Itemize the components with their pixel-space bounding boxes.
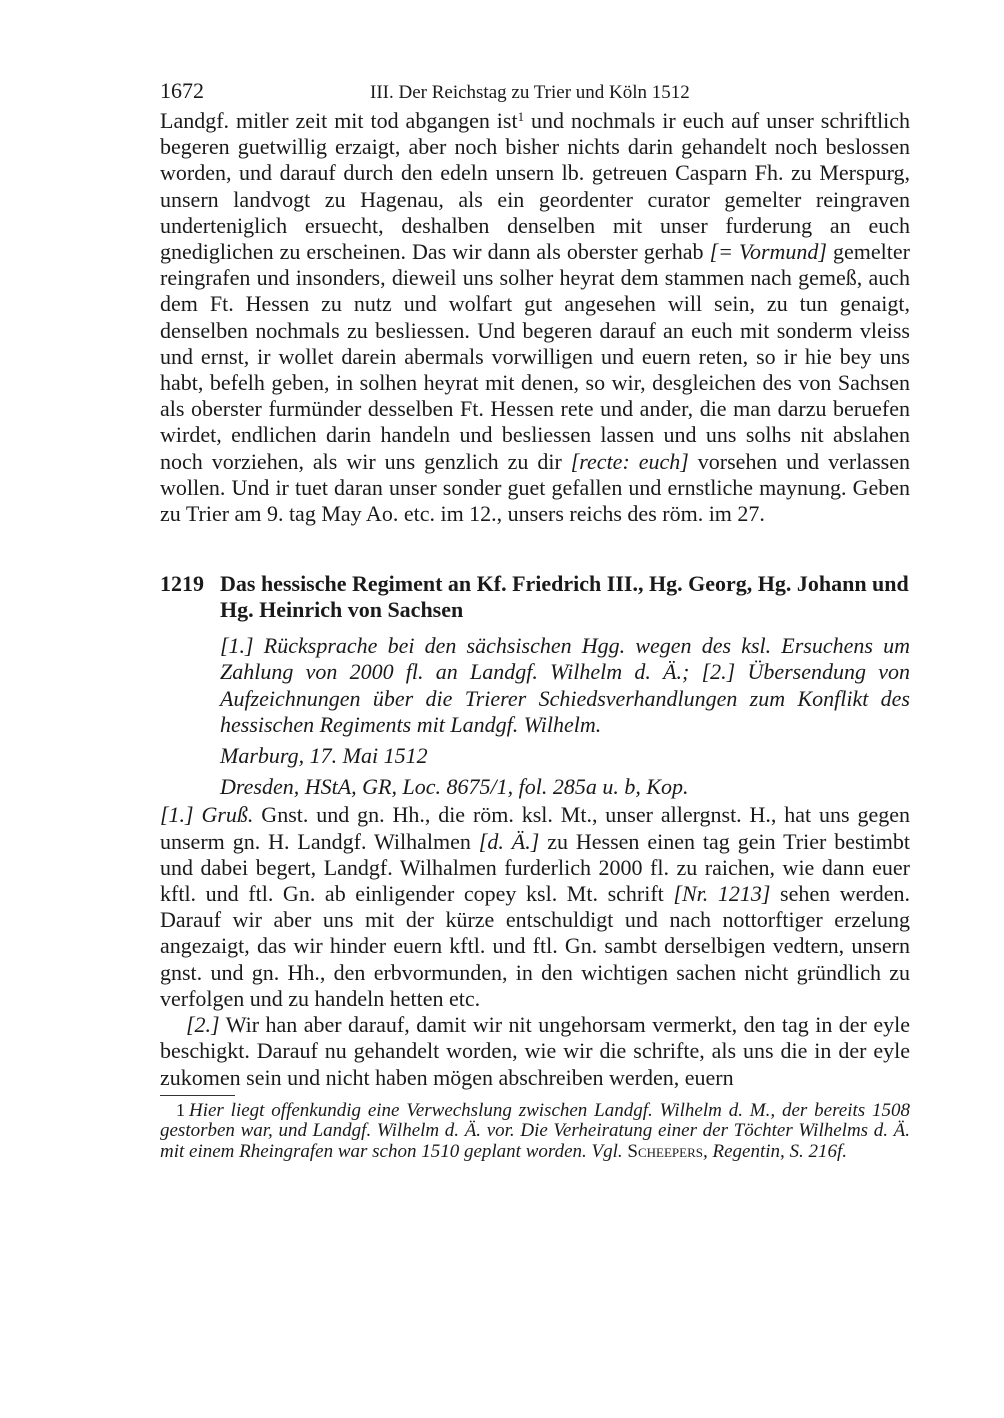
paragraph-2 (160, 1012, 910, 1091)
footnote-text: , Regentin, S. 216f. (702, 1140, 848, 1162)
section-spacer (160, 527, 910, 571)
running-title: III. Der Reichstag zu Trier und Köln 1512 (370, 82, 690, 103)
text-segment: und nochmals ir euch auf unser schriftlich begeren guetwillig erzaigt, aber noch bisher nichts darin gehandelt noch beslossen worden, und darauf durch den edeln unsern lb. getreuen Casparn Fh. zu Merspurg, unsern landvogt zu Hagenau, als ein geordenter curator gemelter reingraven underteniglich ersuecht, deshalben denselben mit unser furderung an euch gnediglichen zu erscheinen. Das wir dann als oberster gerhab (160, 108, 911, 265)
text-segment: sehen werden. Darauf wir aber uns mit der kürze entschuldigt und nach nottorftiger erzelung angezaigt, das wir hinder euern kftl. und ftl. Gn. sambt derselbigen vedtern, unsern gnst. und gn. Hh., den erbvormunden, in den wichtigen sachen nicht gründlich zu verfolgen und zu handeln hetten etc. (160, 881, 910, 1011)
paragraph-label: [1.] Gruß. (160, 802, 254, 828)
text-segment: zu Hessen einen tag gein Trier bestimbt und dabei begert, Landgf. Wilhalmen furderlich 2000 fl. zu raichen, wie dann euer kftl. und ftl. Gn. ab einligender copey ksl. Mt. schrift (160, 828, 910, 907)
footnote-text: Hier liegt offenkundig eine Verwechslung zwischen Landgf. Wilhelm d. M., der bereits 1508 gestorben war, und Landgf. Wilhelm d. Ä. vor. Die Verheiratung einer der Töchter Wilhelms d. Ä. mit einem Rheingrafen war schon 1510 geplant worden. Vgl. (160, 1099, 910, 1162)
paragraph-1 (160, 802, 910, 1012)
previous-document-text (160, 108, 910, 527)
cross-reference[interactable]: [Nr. 1213] (673, 881, 771, 907)
document-summary: [1.] Rücksprache bei den sächsischen Hgg. wegen des ksl. Ersuchens um Zahlung von 2000 fl. an Landgf. Wilhelm d. Ä.; [2.] Übersendung von Aufzeichnungen über die Trierer Schiedsverhandlungen zum Konflikt des hessischen Regiments mit Landgf. Wilhelm. (220, 633, 910, 737)
footnote-divider (160, 1095, 235, 1096)
text-segment: vorsehen und verlassen wollen. Und ir tuet daran unser sonder guet gefallen und ernstliche maynung. Geben zu Trier am 9. tag May Ao. etc. im 12., unsers reichs des röm. im 27. (160, 448, 910, 527)
document-title: Das hessische Regiment an Kf. Friedrich III., Hg. Georg, Hg. Johann und Hg. Heinrich von Sachsen (220, 571, 909, 623)
editorial-note: [d. Ä.] (478, 828, 540, 854)
text-segment: Wir han aber darauf, damit wir nit ungehorsam vermerkt, den tag in der eyle beschigkt. Darauf nu gehandelt worden, wie wir die schrifte, als uns die in der eyle zukomen sein und nicht haben mögen abschreiben werden, euern (160, 1012, 910, 1090)
text-segment: gemelter reingrafen und insonders, dieweil uns solher heyrat dem stammen nach gemeß, auch dem Ft. Hessen zu nutz und wolfart gut angesehen will sein, zu tun genaigt, denselben nochmals zu besliessen. Und begeren darauf an euch mit sonderm vleiss und ernst, ir wollet darein abermals vorwilligen und euern reten, so ir hie bey uns habt, befelh geben, in solhen heyrat mit denen, so wir, desgleichen des von Sachsen als oberster furmünder desselben Ft. Hessen rete und ander, die man darzu beruefen wirdet, endlichen darin handeln und besliessen lassen und uns solhs nit abslahen noch vorziehen, als wir uns genzlich zu dir (160, 239, 910, 474)
running-head (160, 78, 910, 108)
editorial-note: [recte: euch] (570, 448, 689, 474)
document-number: 1219 (160, 571, 204, 597)
page-number: 1672 (160, 78, 204, 103)
document-heading (160, 571, 910, 623)
place-date: Marburg, 17. Mai 1512 (220, 743, 428, 769)
paragraph-label: [2.] (186, 1012, 220, 1038)
source-citation: Dresden, HStA, GR, Loc. 8675/1, fol. 285a u. b, Kop. (220, 774, 689, 800)
document-page (160, 78, 910, 1162)
footnote-mark: 1 (176, 1099, 185, 1120)
footnote (160, 1100, 910, 1162)
text-segment: Gnst. und gn. Hh., die röm. ksl. Mt., unser allergnst. H., hat uns gegen unserm gn. H. Landgf. Wilhalmen (160, 802, 910, 854)
footnote-author: Scheepers (627, 1140, 703, 1162)
text-segment: Landgf. mitler zeit mit tod abgangen ist (160, 108, 518, 133)
editorial-note: [= Vormund] (709, 239, 827, 265)
footnote-reference[interactable]: 1 (517, 109, 525, 124)
